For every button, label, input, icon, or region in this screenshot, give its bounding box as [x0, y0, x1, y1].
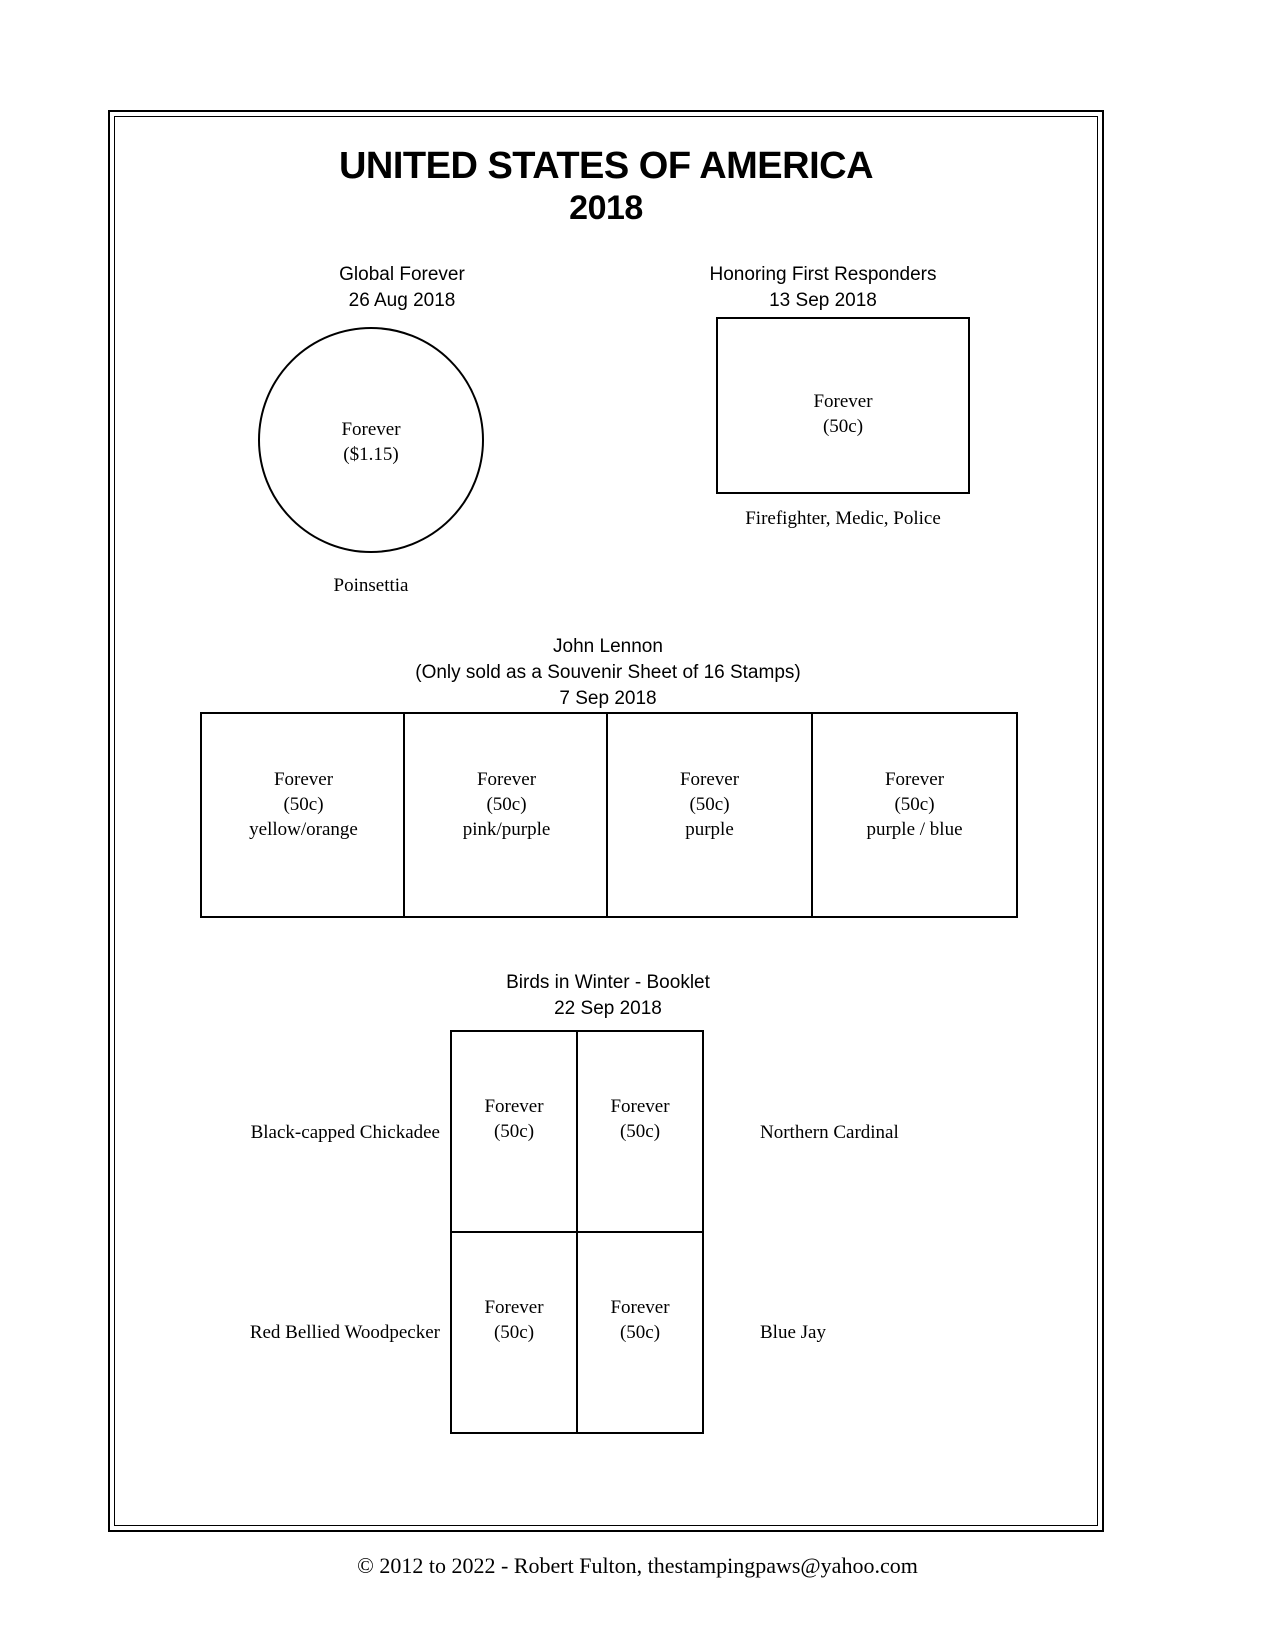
stamp-space-lennon-3[interactable]: [606, 712, 813, 918]
denomination-value: (50c): [283, 794, 324, 815]
denomination-value: (50c): [619, 1322, 661, 1343]
album-page: [108, 110, 1104, 1532]
stamp-space-first-responders[interactable]: [716, 317, 970, 494]
section-heading-john-lennon: [298, 634, 918, 712]
denomination-value: (50c): [822, 416, 864, 437]
stamp-space-global-forever-text: [260, 417, 482, 467]
birds-in-winter-title: Birds in Winter - Booklet: [506, 972, 710, 993]
stamp-space-bird-woodpecker-text: [452, 1295, 576, 1345]
stamp-space-lennon-1[interactable]: [200, 712, 407, 918]
birds-in-winter-date: 22 Sep 2018: [554, 998, 662, 1019]
stamp-space-lennon-4[interactable]: [811, 712, 1018, 918]
global-forever-title: Global Forever: [339, 264, 465, 285]
denomination-label: Forever: [610, 1297, 670, 1318]
page-title-country: UNITED STATES OF AMERICA: [338, 145, 874, 187]
denomination-value: (50c): [493, 1121, 535, 1142]
denomination-label: Forever: [484, 1096, 544, 1117]
color-variant: yellow/orange: [249, 819, 358, 840]
denomination-label: Forever: [273, 769, 334, 790]
section-heading-birds-in-winter: [448, 970, 768, 1022]
denomination-value: (50c): [894, 794, 935, 815]
section-heading-global-forever: [262, 262, 542, 314]
caption-bird-cardinal: Northern Cardinal: [760, 1122, 899, 1143]
first-responders-title: Honoring First Responders: [709, 264, 937, 285]
stamp-space-bird-chickadee-text: [452, 1094, 576, 1144]
stamp-space-bird-bluejay[interactable]: [576, 1231, 704, 1434]
color-variant: purple: [685, 819, 734, 840]
caption-poinsettia: Poinsettia: [333, 575, 409, 596]
denomination-value: ($1.15): [343, 444, 399, 465]
denomination-value: (50c): [486, 794, 527, 815]
stamp-space-lennon-3-text: [608, 767, 811, 842]
page-footer-copyright: © 2012 to 2022 - Robert Fulton, thestampingpaws@yahoo.com: [357, 1553, 918, 1578]
denomination-label: Forever: [679, 769, 740, 790]
denomination-value: (50c): [493, 1322, 535, 1343]
denomination-value: (50c): [689, 794, 730, 815]
stamp-space-bird-cardinal[interactable]: [576, 1030, 704, 1233]
stamp-space-first-responders-text: [718, 389, 968, 439]
stamp-space-bird-woodpecker[interactable]: [450, 1231, 578, 1434]
caption-bird-chickadee: Black-capped Chickadee: [250, 1122, 440, 1143]
denomination-label: Forever: [341, 419, 401, 440]
color-variant: purple / blue: [866, 819, 963, 840]
stamp-space-bird-bluejay-text: [578, 1295, 702, 1345]
section-heading-first-responders: [683, 262, 963, 314]
stamp-row-john-lennon: [200, 712, 1018, 918]
caption-bird-bluejay: Blue Jay: [760, 1322, 826, 1343]
stamp-space-bird-cardinal-text: [578, 1094, 702, 1144]
stamp-space-bird-chickadee[interactable]: [450, 1030, 578, 1233]
stamp-space-lennon-2-text: [405, 767, 608, 842]
stamp-grid-birds-in-winter: [450, 1030, 702, 1432]
page-title: [110, 144, 1102, 228]
john-lennon-note: (Only sold as a Souvenir Sheet of 16 Stamps): [415, 662, 801, 683]
page-title-year: 2018: [569, 189, 643, 227]
stamp-space-lennon-4-text: [813, 767, 1016, 842]
caption-bird-woodpecker: Red Bellied Woodpecker: [249, 1322, 440, 1343]
john-lennon-date: 7 Sep 2018: [559, 688, 657, 709]
stamp-space-lennon-2[interactable]: [403, 712, 610, 918]
denomination-label: Forever: [813, 391, 873, 412]
denomination-label: Forever: [610, 1096, 670, 1117]
denomination-label: Forever: [476, 769, 537, 790]
global-forever-date: 26 Aug 2018: [348, 290, 456, 311]
caption-first-responders: Firefighter, Medic, Police: [745, 508, 941, 529]
color-variant: pink/purple: [462, 819, 551, 840]
denomination-label: Forever: [484, 1297, 544, 1318]
denomination-value: (50c): [619, 1121, 661, 1142]
denomination-label: Forever: [884, 769, 945, 790]
stamp-space-lennon-1-text: [202, 767, 405, 842]
first-responders-date: 13 Sep 2018: [769, 290, 877, 311]
john-lennon-title: John Lennon: [553, 636, 663, 657]
stamp-space-global-forever[interactable]: [258, 327, 484, 553]
